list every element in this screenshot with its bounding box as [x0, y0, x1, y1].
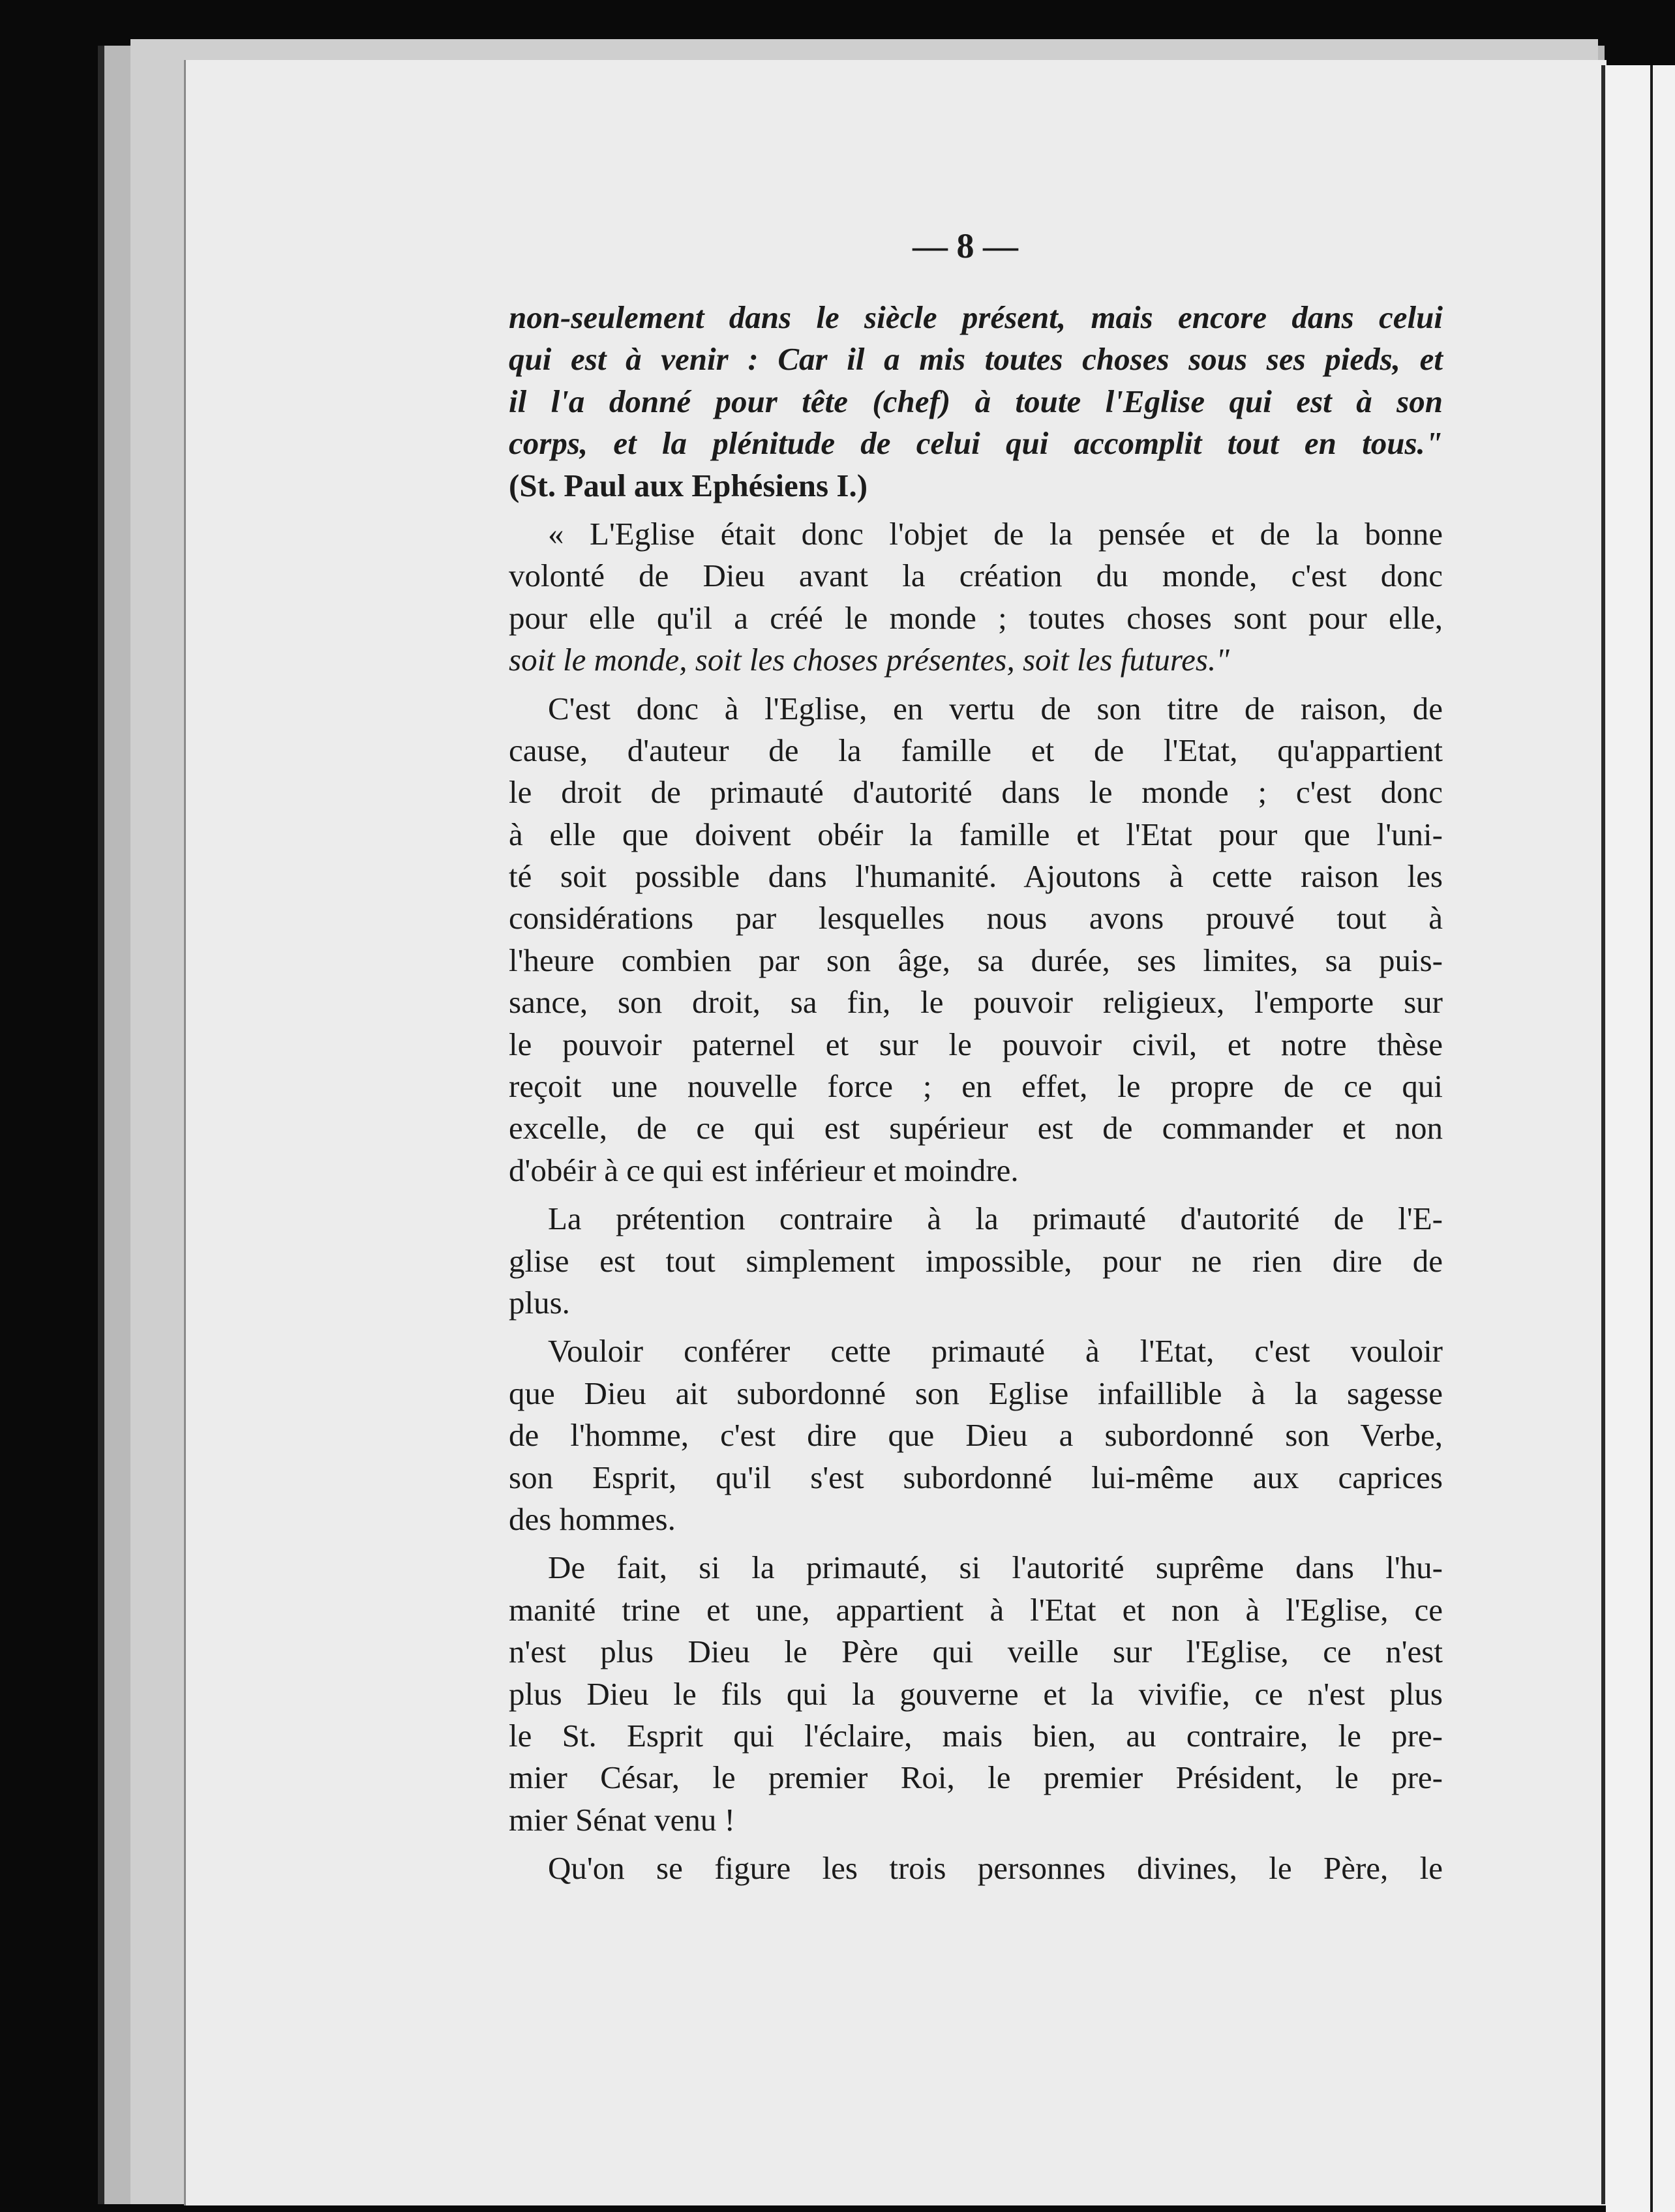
text-line: le St. Esprit qui l'éclaire, mais bien, au contraire, le pre- — [509, 1717, 1443, 1754]
paragraph-gap — [509, 681, 1443, 688]
text-line: le droit de primauté d'autorité dans le monde ; c'est donc — [509, 774, 1443, 811]
text-line: glise est tout simplement impossible, pour ne rien dire de — [509, 1242, 1443, 1279]
text-line: non-seulement dans le siècle présent, mais encore dans celui — [509, 299, 1443, 335]
text-line: son Esprit, qu'il s'est subordonné lui-même aux caprices — [509, 1459, 1443, 1495]
text-line: De fait, si la primauté, si l'autorité suprême dans l'hu- — [548, 1549, 1443, 1586]
text-line: volonté de Dieu avant la création du monde, c'est donc — [509, 558, 1443, 594]
text-line: pour elle qu'il a créé le monde ; toutes choses sont pour elle, — [509, 599, 1443, 636]
text-line: le pouvoir paternel et sur le pouvoir civil, et notre thèse — [509, 1026, 1443, 1062]
text-line: té soit possible dans l'humanité. Ajoutons à cette raison les — [509, 858, 1443, 895]
text-line: soit le monde, soit les choses présentes, soit les futures." — [509, 642, 1230, 678]
text-line: Vouloir conférer cette primauté à l'Etat, c'est vouloir — [548, 1333, 1443, 1369]
body-text — [509, 297, 1443, 1889]
text-line: Qu'on se figure les trois personnes divines, le Père, le — [548, 1850, 1443, 1887]
text-line: La prétention contraire à la primauté d'autorité de l'E- — [548, 1201, 1443, 1237]
paragraph-gap — [509, 1191, 1443, 1198]
text-line: il l'a donné pour tête (chef) à toute l'Eglise qui est à son — [509, 383, 1443, 419]
text-line: sance, son droit, sa fin, le pouvoir religieux, l'emporte sur — [509, 984, 1443, 1021]
text-line: plus Dieu le fils qui la gouverne et la vivifie, ce n'est plus — [509, 1675, 1443, 1712]
text-line: de l'homme, c'est dire que Dieu a subordonné son Verbe, — [509, 1417, 1443, 1454]
text-line: (St. Paul aux Ephésiens I.) — [509, 467, 868, 503]
text-line: C'est donc à l'Eglise, en vertu de son titre de raison, de — [548, 690, 1443, 726]
text-line: n'est plus Dieu le Père qui veille sur l'Eglise, ce n'est — [509, 1634, 1443, 1670]
text-line: reçoit une nouvelle force ; en effet, le propre de ce qui — [509, 1068, 1443, 1105]
text-line: à elle que doivent obéir la famille et l'Etat pour que l'uni- — [509, 816, 1443, 852]
text-line: corps, et la plénitude de celui qui accomplit tout en tous." — [509, 425, 1443, 462]
paragraph-gap — [509, 1540, 1443, 1547]
text-line: mier Sénat venu ! — [509, 1801, 735, 1838]
text-line: manité trine et une, appartient à l'Etat et non à l'Eglise, ce — [509, 1591, 1443, 1628]
facing-page-gutter — [1606, 65, 1675, 2212]
text-line: d'obéir à ce qui est inférieur et moindre. — [509, 1152, 1019, 1188]
text-line: « L'Eglise était donc l'objet de la pensée et de la bonne — [548, 515, 1443, 552]
text-line: considérations par lesquelles nous avons prouvé tout à — [509, 900, 1443, 936]
text-line: mier César, le premier Roi, le premier Président, le pre- — [509, 1759, 1443, 1796]
paragraph-gap — [509, 507, 1443, 513]
text-line: plus. — [509, 1284, 570, 1321]
text-line: cause, d'auteur de la famille et de l'Etat, qu'appartient — [509, 732, 1443, 768]
page-edge — [1601, 65, 1605, 2204]
text-line: que Dieu ait subordonné son Eglise infaillible à la sagesse — [509, 1375, 1443, 1411]
text-line: l'heure combien par son âge, sa durée, ses limites, sa puis- — [509, 942, 1443, 978]
paragraph-gap — [509, 1324, 1443, 1330]
paragraph-gap — [509, 1841, 1443, 1847]
page-number: — 8 — — [913, 226, 1018, 265]
binding-line — [1650, 65, 1653, 2212]
text-line: qui est à venir : Car il a mis toutes choses sous ses pieds, et — [509, 341, 1443, 378]
text-line: excelle, de ce qui est supérieur est de commander et non — [509, 1110, 1443, 1146]
text-line: des hommes. — [509, 1501, 676, 1537]
